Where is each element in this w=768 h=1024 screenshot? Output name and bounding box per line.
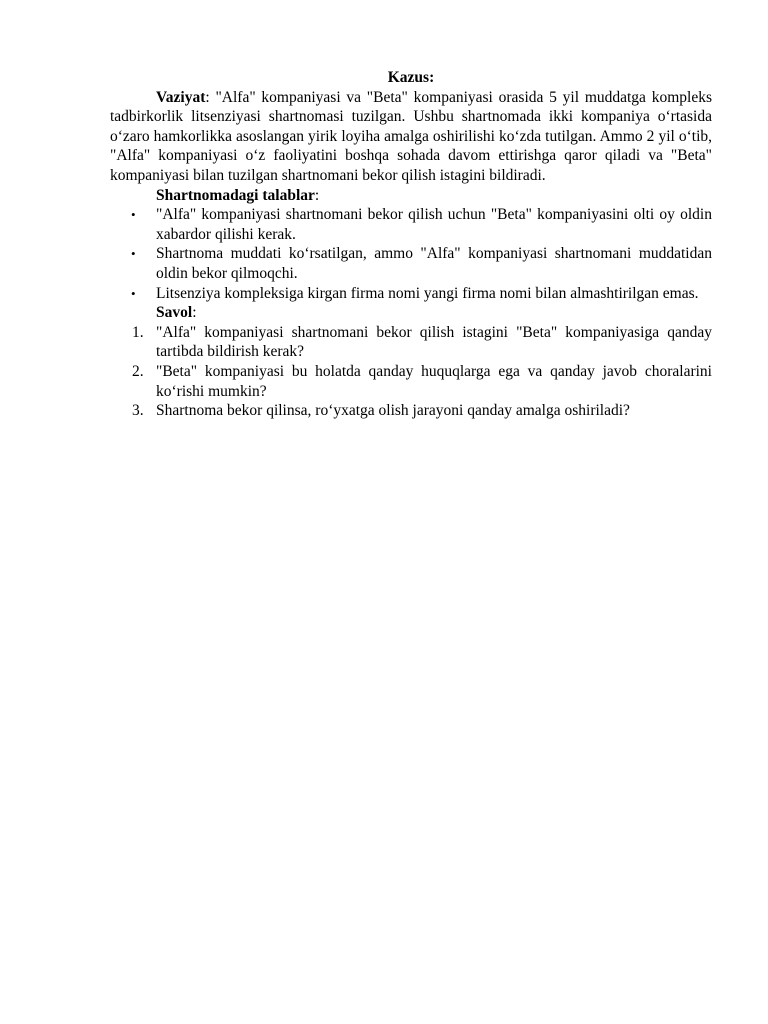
questions-list [110, 323, 712, 421]
question-text: Shartnoma bekor qilinsa, ro‘yxatga olish jarayoni qanday amalga oshiriladi? [156, 402, 630, 420]
requirement-text: "Alfa" kompaniyasi shartnomani bekor qilish uchun "Beta" kompaniyasini olti oy oldin xabardor qilishi kerak. [156, 206, 712, 243]
requirements-heading [110, 186, 712, 206]
question-text: "Beta" kompaniyasi bu holatda qanday huquqlarga ega va qanday javob choralarini ko‘rishi mumkin? [156, 362, 712, 400]
question-number: 1. [132, 323, 144, 341]
situation-label: Vaziyat [156, 88, 206, 106]
questions-suffix: : [192, 304, 197, 322]
situation-paragraph [110, 88, 712, 186]
requirement-text: Shartnoma muddati ko‘rsatilgan, ammo "Alfa" kompaniyasi shartnomani muddatidan oldin bekor qilmoqchi. [156, 245, 712, 282]
list-item [110, 323, 712, 362]
questions-label: Savol [156, 304, 193, 322]
list-item [110, 205, 712, 244]
situation-text: : "Alfa" kompaniyasi va "Beta" kompaniyasi orasida 5 yil muddatga kompleks tadbirkorlik litsenziyasi shartnomasi tuzilgan. Ushbu shartnomada ikki kompaniya o‘rtasida o‘zaro hamkorlikka asoslangan yirik loyiha amalga oshirilishi ko‘zda tutilgan. Ammo 2 yil o‘tib, "Alfa" kompaniyasi o‘z faoliyatini boshqa sohada davom ettirishga qaror qiladi va "Beta" kompaniyasi bilan tuzilgan shartnomani bekor qilish istagini bildiradi. [110, 88, 712, 184]
questions-heading [110, 303, 712, 323]
bullet-marker: • [131, 207, 136, 223]
bullet-marker: • [131, 246, 136, 262]
requirements-list [110, 205, 712, 303]
bullet-marker: • [131, 285, 136, 301]
requirement-text: Litsenziya kompleksiga kirgan firma nomi yangi firma nomi bilan almashtirilgan emas. [156, 284, 699, 302]
document-title: Kazus: [387, 69, 435, 86]
document-page [110, 68, 712, 421]
list-item [110, 362, 712, 401]
requirements-label: Shartnomadagi talablar [156, 186, 315, 204]
question-text: "Alfa" kompaniyasi shartnomani bekor qilish istagini "Beta" kompaniyasiga qanday tartibda bildirish kerak? [156, 323, 712, 361]
question-number: 3. [132, 402, 144, 420]
list-item [110, 401, 712, 421]
list-item [110, 244, 712, 283]
requirements-suffix: : [314, 186, 320, 204]
list-item [110, 284, 712, 304]
question-number: 2. [132, 362, 144, 380]
